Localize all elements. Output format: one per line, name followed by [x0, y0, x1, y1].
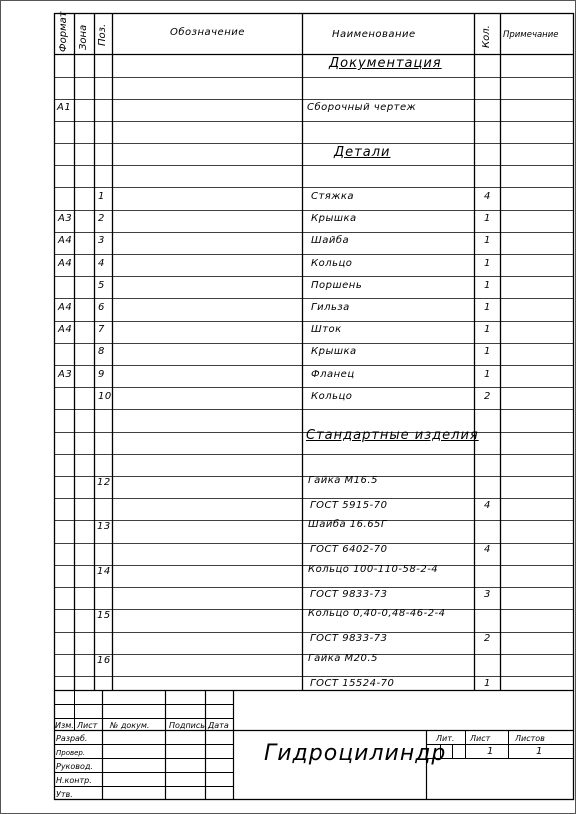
row-quantity: 4: [484, 191, 491, 202]
row-format: А4: [58, 302, 73, 313]
row-format: А3: [58, 213, 73, 224]
header-zone: Зона: [78, 24, 89, 50]
row-position: 2: [98, 213, 105, 224]
row-quantity: 1: [484, 258, 491, 269]
header-designation: Обозначение: [170, 27, 245, 38]
stamp-rukovod: Руковод.: [56, 762, 93, 771]
stamp-list: Лист: [77, 721, 98, 730]
row-name: Фланец: [311, 369, 355, 380]
row-format: А4: [58, 235, 73, 246]
row-quantity: 1: [484, 280, 491, 291]
row-quantity: 1: [484, 235, 491, 246]
row-name: Кольцо: [311, 391, 353, 402]
row-quantity: 3: [484, 589, 491, 600]
row-name: Гильза: [311, 302, 350, 313]
row-standard: ГОСТ 5915-70: [310, 500, 388, 511]
row-position: 3: [98, 235, 105, 246]
row-name: Шайба: [311, 235, 350, 246]
row-position: 14: [97, 566, 111, 577]
row-quantity: 1: [484, 302, 491, 313]
header-quantity: Кол.: [481, 25, 492, 48]
row-quantity: 4: [484, 500, 491, 511]
row-name: Стяжка: [311, 191, 354, 202]
stamp-title: Гидроцилиндр: [264, 741, 447, 766]
row-name: Крышка: [311, 346, 357, 357]
section-standard-items: Стандартные изделия: [306, 428, 479, 443]
row-quantity: 1: [484, 369, 491, 380]
row-position: 16: [97, 655, 111, 666]
stamp-nkontr: Н.контр.: [56, 776, 92, 785]
section-documentation: Документация: [329, 56, 442, 71]
stamp-sheet-label: Лист: [470, 734, 491, 743]
row-position: 15: [97, 610, 111, 621]
doc-name: Сборочный чертеж: [307, 102, 417, 113]
row-position: 12: [97, 477, 111, 488]
row-name: Кольцо 0,40-0,48-46-2-4: [308, 608, 446, 619]
stamp-sheets-count: 1: [536, 746, 543, 757]
doc-format: А1: [57, 102, 72, 113]
row-quantity: 1: [484, 324, 491, 335]
row-standard: ГОСТ 15524-70: [310, 678, 395, 689]
row-name: Поршень: [311, 280, 363, 291]
row-position: 8: [98, 346, 105, 357]
row-quantity: 1: [484, 346, 491, 357]
row-position: 7: [98, 324, 105, 335]
row-standard: ГОСТ 9833-73: [310, 589, 388, 600]
row-position: 1: [98, 191, 105, 202]
header-format: Формат: [58, 11, 69, 52]
row-position: 10: [98, 391, 112, 402]
stamp-izm: Изм.: [55, 721, 74, 730]
stamp-prover: Провер.: [56, 749, 86, 757]
row-position: 4: [98, 258, 105, 269]
row-standard: ГОСТ 6402-70: [310, 544, 388, 555]
stamp-razrab: Разраб.: [56, 734, 88, 743]
section-parts: Детали: [334, 145, 391, 160]
row-format: А4: [58, 324, 73, 335]
row-format: А3: [58, 369, 73, 380]
stamp-ndokum: № докум.: [110, 721, 150, 730]
row-quantity: 2: [484, 391, 491, 402]
row-name: Кольцо: [311, 258, 353, 269]
stamp-sheet-number: 1: [487, 746, 494, 757]
row-format: А4: [58, 258, 73, 269]
row-name: Гайка М16.5: [308, 475, 378, 486]
row-quantity: 4: [484, 544, 491, 555]
stamp-data: Дата: [208, 721, 229, 730]
row-quantity: 1: [484, 213, 491, 224]
row-standard: ГОСТ 9833-73: [310, 633, 388, 644]
stamp-utv: Утв.: [56, 790, 73, 799]
stamp-podpis: Подпись: [169, 721, 205, 730]
row-name: Крышка: [311, 213, 357, 224]
row-name: Шток: [311, 324, 342, 335]
header-name: Наименование: [332, 29, 416, 40]
row-name: Шайба 16.65Г: [308, 519, 387, 530]
row-position: 9: [98, 369, 105, 380]
row-position: 6: [98, 302, 105, 313]
row-name: Кольцо 100-110-58-2-4: [308, 564, 439, 575]
row-name: Гайка М20.5: [308, 653, 378, 664]
stamp-lit: Лит.: [436, 734, 455, 743]
row-quantity: 2: [484, 633, 491, 644]
row-quantity: 1: [484, 678, 491, 689]
stamp-sheets-label: Листов: [515, 734, 545, 743]
header-position: Поз.: [97, 23, 108, 46]
row-position: 13: [97, 521, 111, 532]
header-note: Примечание: [503, 30, 559, 40]
row-position: 5: [98, 280, 105, 291]
